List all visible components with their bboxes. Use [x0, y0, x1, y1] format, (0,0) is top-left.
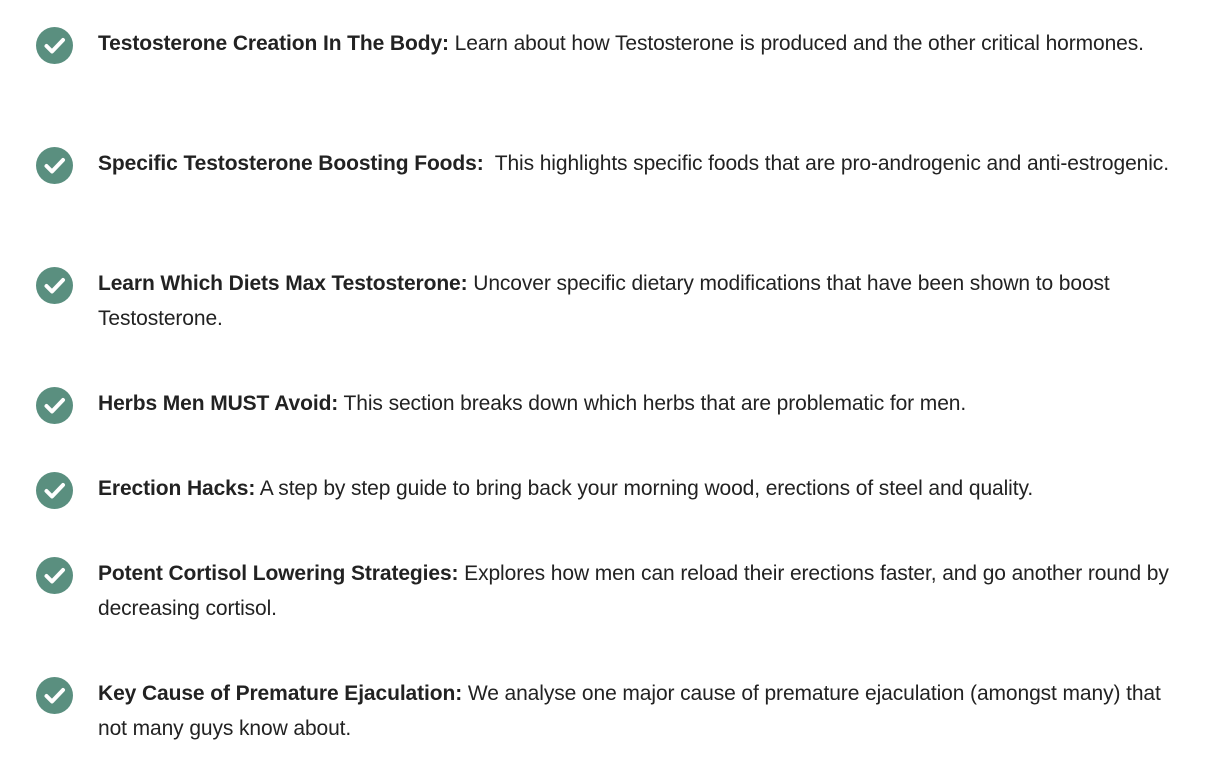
- feature-description: This section breaks down which herbs that are problematic for men.: [338, 392, 967, 415]
- feature-title: Erection Hacks:: [98, 477, 256, 500]
- check-circle-icon: [36, 387, 73, 424]
- feature-title: Key Cause of Premature Ejaculation:: [98, 682, 463, 705]
- check-circle-icon: [36, 147, 73, 184]
- feature-title: Specific Testosterone Boosting Foods:: [98, 152, 484, 175]
- feature-text: [98, 386, 1188, 421]
- feature-text: [98, 266, 1188, 336]
- check-circle-icon: [36, 472, 73, 509]
- feature-title: Potent Cortisol Lowering Strategies:: [98, 562, 459, 585]
- feature-text: [98, 26, 1188, 61]
- feature-description: We analyse one major cause of premature ejaculation (amongst many) that not many guys know about.: [98, 682, 1161, 740]
- check-circle-icon: [36, 267, 73, 304]
- feature-description: This highlights specific foods that are pro-androgenic and anti-estrogenic.: [483, 152, 1169, 175]
- feature-text: [98, 556, 1188, 626]
- feature-description: Explores how men can reload their erections faster, and go another round by decreasing cortisol.: [98, 562, 1169, 620]
- check-circle-icon: [36, 677, 73, 714]
- feature-title: Testosterone Creation In The Body:: [98, 32, 449, 55]
- feature-text: [98, 146, 1188, 181]
- check-circle-icon: [36, 557, 73, 594]
- feature-description: Learn about how Testosterone is produced and the other critical hormones.: [448, 32, 1144, 55]
- check-circle-icon: [36, 27, 73, 64]
- feature-description: A step by step guide to bring back your morning wood, erections of steel and quality.: [255, 477, 1034, 500]
- feature-title: Learn Which Diets Max Testosterone:: [98, 272, 468, 295]
- feature-title: Herbs Men MUST Avoid:: [98, 392, 339, 415]
- feature-description: Uncover specific dietary modifications that have been shown to boost Testosterone.: [98, 272, 1110, 330]
- feature-text: [98, 471, 1188, 506]
- feature-text: [98, 676, 1188, 746]
